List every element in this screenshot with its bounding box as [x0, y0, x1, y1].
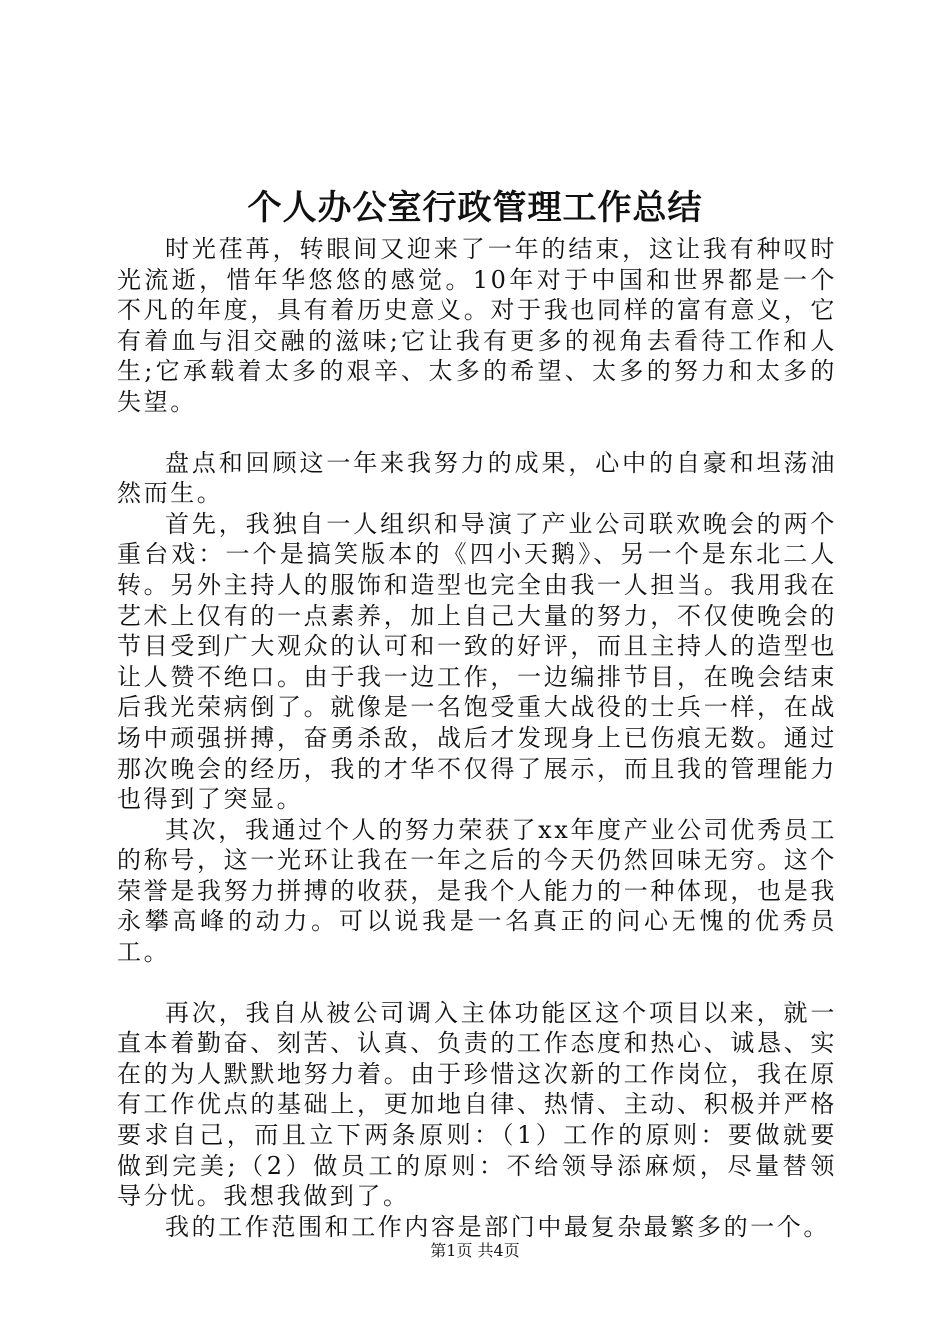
- paragraph: 其次，我通过个人的努力荣获了xx年度产业公司优秀员工的称号，这一光环让我在一年之后的今天仍然回味无穷。这个荣誉是我努力拼搏的收获，是我个人能力的一种体现，也是我永攀高峰的动力。可以说我是一名真正的问心无愧的优秀员工。: [117, 815, 837, 967]
- paragraph: 再次，我自从被公司调入主体功能区这个项目以来，就一直本着勤奋、刻苦、认真、负责的工作态度和热心、诚恳、实在的为人默默地努力着。由于珍惜这次新的工作岗位，我在原有工作优点的基础上，更加地自律、热情、主动、积极并严格要求自己，而且立下两条原则：（1）工作的原则：要做就要做到完美;（2）做员工的原则：不给领导添麻烦，尽量替领导分忧。我想我做到了。: [117, 998, 837, 1211]
- paragraph: 我的工作范围和工作内容是部门中最复杂最繁多的一个。: [165, 1212, 830, 1241]
- paragraph: 盘点和回顾这一年来我努力的成果，心中的自豪和坦荡油然而生。: [117, 448, 837, 508]
- document-title: 个人办公室行政管理工作总结: [247, 188, 703, 228]
- paragraph: 时光荏苒，转眼间又迎来了一年的结束，这让我有种叹时光流逝，惜年华悠悠的感觉。10年对于中国和世界都是一个不凡的年度，具有着历史意义。对于我也同样的富有意义，它有着血与泪交融的滋味;它让我有更多的视角去看待工作和人生;它承载着太多的艰辛、太多的希望、太多的努力和太多的失望。: [117, 235, 837, 416]
- document-body: [117, 234, 837, 1242]
- paragraph: 首先，我独自一人组织和导演了产业公司联欢晚会的两个重台戏：一个是搞笑版本的《四小天鹅》、另一个是东北二人转。另外主持人的服饰和造型也完全由我一人担当。我用我在艺术上仅有的一点素养，加上自己大量的努力，不仅使晚会的节目受到广大观众的认可和一致的好评，而且主持人的造型也让人赞不绝口。由于我一边工作，一边编排节目，在晚会结束后我光荣病倒了。就像是一名饱受重大战役的士兵一样，在战场中顽强拼搏，奋勇杀敌，战后才发现身上已伤痕无数。通过那次晚会的经历，我的才华不仅得了展示，而且我的管理能力也得到了突显。: [117, 509, 837, 814]
- page-footer: 第1页 共4页: [430, 1241, 520, 1260]
